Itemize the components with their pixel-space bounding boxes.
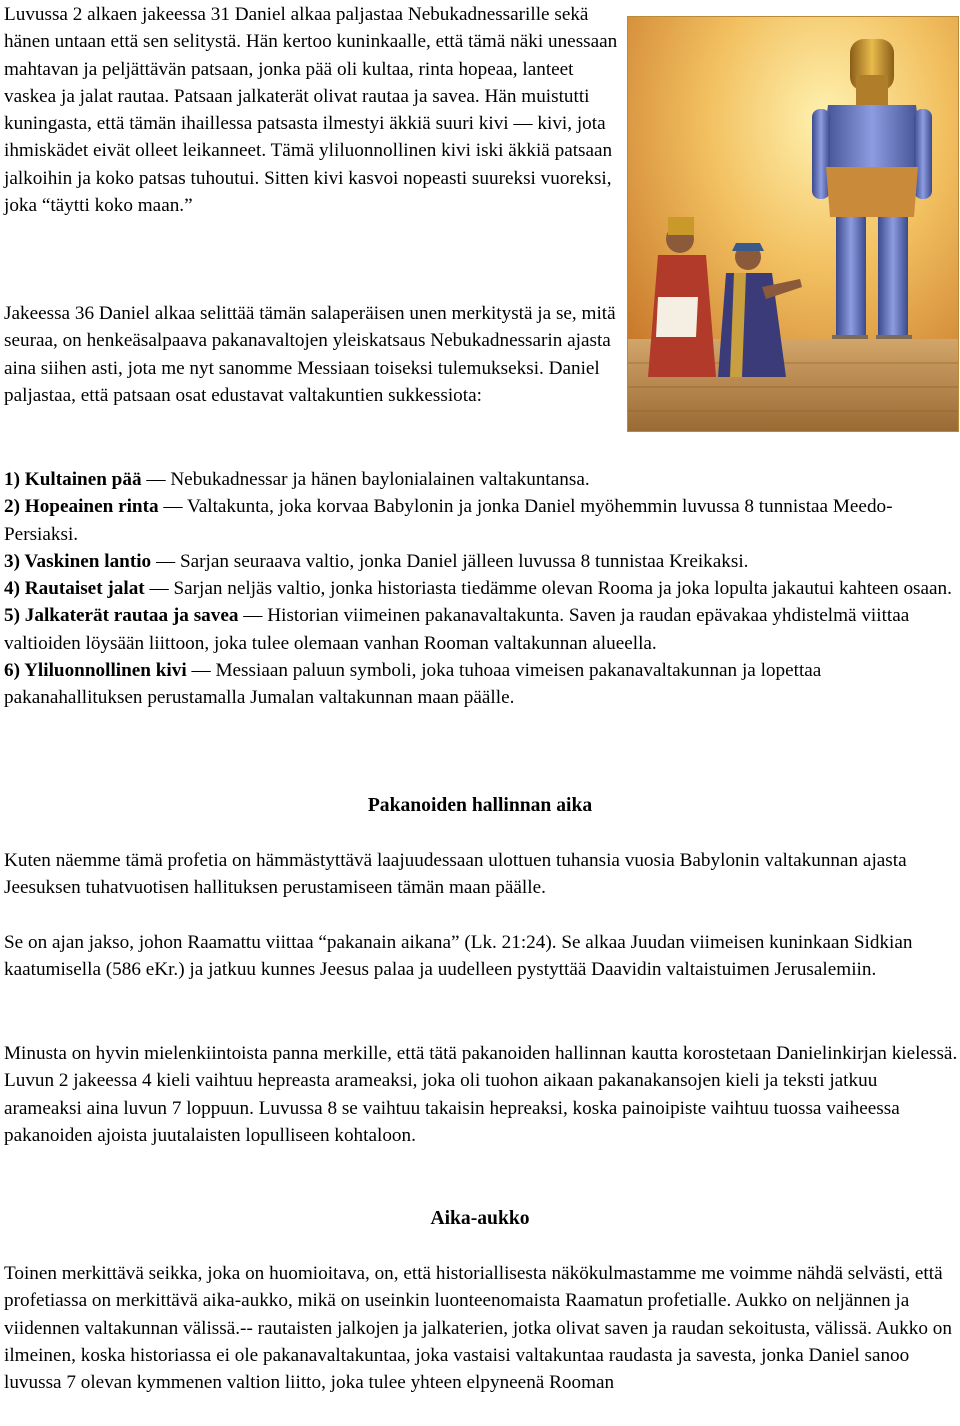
- list-item: [4, 657, 956, 712]
- section-heading: Aika-aukko: [430, 1208, 530, 1229]
- list-term: 4) Rautaiset jalat: [4, 578, 145, 600]
- statue-illustration: [627, 16, 959, 432]
- list-text: — Nebukadnessar ja hänen baylonialainen valtakuntansa.: [141, 469, 590, 490]
- paragraph: Se on ajan jakso, johon Raamattu viittaa “pakanain aikana” (Lk. 21:24). Se alkaa Juudan viimeisen kuninkaan Sidkian kaatumisella (586 eKr.) ja jatkuu kunnes Jeesus palaa ja uudelleen pystyttää Daavidin valtaistuimen Jerusalemiin.: [4, 932, 913, 981]
- list-term: 5) Jalkaterät rautaa ja savea: [4, 605, 239, 627]
- intro-paragraph: Luvussa 2 alkaen jakeessa 31 Daniel alkaa paljastaa Nebukadnessarille sekä hänen untaan että sen selitystä. Hän kertoo kuninkaalle, että tämä näki unessaan mahtavan ja peljättävän patsaan, jonka pää oli kultaa, rinta hopeaa, lanteet vaskea ja jalat rautaa. Patsaan jalkaterät olivat rautaa ja savea. Hän muistutti kuningasta, että tämän ihaillessa patsasta ilmestyi äkkiä suuri kivi — kivi, jota ihmiskädet eivät olleet leikanneet. Tämä yliluonnollinen kivi iski äkkiä patsaan jalkoihin ja koko patsas tuhoutui. Sitten kivi kasvoi nopeasti suureksi vuoreksi, joka “täytti koko maan.”: [4, 4, 618, 217]
- list-item: [4, 493, 956, 548]
- list-term: 3) Vaskinen lantio: [4, 550, 152, 572]
- list-item: [4, 548, 956, 575]
- paragraph: Minusta on hyvin mielenkiintoista panna merkille, että tätä pakanoiden hallinnan kautta korostetaan Danielinkirjan kielessä. Luvun 2 jakeessa 4 kieli vaihtuu hepreasta arameaksi, joka oli tuohon aikaan pakanakansojen kieli ja teksti jatkuu arameaksi aina luvun 7 loppuun. Luvussa 8 se vaihtuu takaisin hepreaksi, koska painoipiste vaihtuu tuossa vaiheessa pakanoiden ajoista juutalaisten lopulliseen kohtaloon.: [4, 1043, 958, 1146]
- list-term: 1) Kultainen pää: [4, 469, 142, 490]
- list-item: [4, 575, 956, 602]
- list-term: 6) Yliluonnollinen kivi: [4, 660, 187, 682]
- list-text: — Sarjan neljäs valtio, jonka historiasta tiedämme olevan Rooma ja joka lopulta jakautui kahteen osaan.: [144, 578, 952, 600]
- list-text: — Messiaan paluun symboli, joka tuhoaa vimeisen pakanavaltakunnan ja lopettaa pakanahallituksen perustamalla Jumalan valtakunnan maan päälle.: [4, 660, 822, 709]
- list-text: — Valtakunta, joka korvaa Babylonin ja jonka Daniel myöhemmin luvussa 8 tunnistaa Meedo-Persiaksi.: [4, 496, 893, 545]
- paragraph: Kuten näemme tämä profetia on hämmästyttävä laajuudessaan ulottuen tuhansia vuosia Babylonin valtakunnan ajasta Jeesuksen tuhatvuotisen hallituksen perustamiseen tämän maan päälle.: [4, 850, 907, 899]
- list-text: — Sarjan seuraava valtio, jonka Daniel jälleen luvussa 8 tunnistaa Kreikaksi.: [151, 550, 749, 572]
- kingdom-list: [4, 466, 956, 712]
- second-paragraph: Jakeessa 36 Daniel alkaa selittää tämän salaperäisen unen merkitystä ja se, mitä seuraa, on henkeäsalpaava pakanavaltojen yleiskatsaus Nebukadnessarin ajasta aina siihen asti, jota me nyt sanomme Messiaan toiseksi tulemukseksi. Daniel paljastaa, että patsaan osat edustavat valtakuntien sukkessiota:: [4, 303, 616, 406]
- section-heading: Pakanoiden hallinnan aika: [367, 795, 593, 816]
- paragraph: Toinen merkittävä seikka, joka on huomioitava, on, että historiallisesta näkökulmastamme me voimme nähdä selvästi, että profetiassa on merkittävä aika-aukko, mikä on useinkin luonteenomaista Raamatun profetialle. Aukko on neljännen ja viidennen valtakunnan välissä.-- rautaisten jalkojen ja jalkaterien, jotka olivat saven ja raudan sekoitusta, välissä. Aukko on ilmeinen, koska historiassa ei ole pakanavaltakuntaa, joka vastaisi valtakuntaa raudasta ja savesta, jonka Daniel sanoo luvussa 7 olevan kymmenen valtion liitto, joka tulee yhteen elpyneenä Rooman: [4, 1263, 952, 1394]
- list-item: [4, 602, 956, 657]
- list-item: [4, 466, 956, 493]
- list-text: — Historian viimeinen pakanavaltakunta. Saven ja raudan epävakaa yhdistelmä viittaa valtioiden löysään liittoon, joka tulee olemaan vanhan Rooman valtakunnan alueella.: [4, 605, 910, 654]
- list-term: 2) Hopeainen rinta: [4, 496, 159, 518]
